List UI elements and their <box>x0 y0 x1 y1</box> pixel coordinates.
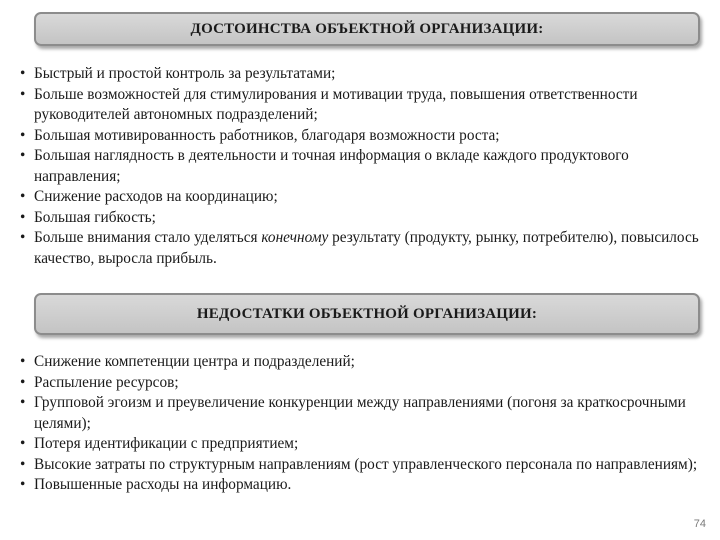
advantage-item: • Больше возможностей для стимулирования и мотивации труда, повышения ответственности руководителей автономных подразделений; <box>20 85 710 126</box>
disadvantage-item: • Снижение компетенции центра и подразделений; <box>20 352 710 373</box>
advantages-heading: ДОСТОИНСТВА ОБЪЕКТНОЙ ОРГАНИЗАЦИИ: <box>34 12 700 46</box>
advantage-text-emphasis: конечному <box>261 229 329 246</box>
disadvantages-heading: НЕДОСТАТКИ ОБЪЕКТНОЙ ОРГАНИЗАЦИИ: <box>34 293 700 335</box>
advantage-item: • Большая гибкость; <box>20 208 710 229</box>
disadvantages-list <box>20 352 710 496</box>
disadvantage-item: • Потеря идентификации с предприятием; <box>20 434 710 455</box>
disadvantage-item: • Групповой эгоизм и преувеличение конкуренции между направлениями (погоня за краткосрочными целями); <box>20 393 710 434</box>
disadvantage-item: • Повышенные расходы на информацию. <box>20 475 710 496</box>
advantage-item-final <box>20 228 710 269</box>
advantage-item: • Быстрый и простой контроль за результатами; <box>20 64 710 85</box>
advantage-item: • Снижение расходов на координацию; <box>20 187 710 208</box>
advantages-list <box>20 64 710 269</box>
advantage-text-after: результату (продукту, рынку, потребителю), повысилось качество, выросла прибыль. <box>34 229 699 267</box>
page-number: 74 <box>693 518 706 530</box>
advantage-text-before: Больше внимания стало уделяться <box>34 229 262 246</box>
advantage-item: • Большая наглядность в деятельности и точная информация о вкладе каждого продуктового направления; <box>20 146 710 187</box>
advantage-item: • Большая мотивированность работников, благодаря возможности роста; <box>20 126 710 147</box>
disadvantage-item: • Распыление ресурсов; <box>20 373 710 394</box>
disadvantage-item: • Высокие затраты по структурным направлениям (рост управленческого персонала по направлениям); <box>20 455 710 476</box>
